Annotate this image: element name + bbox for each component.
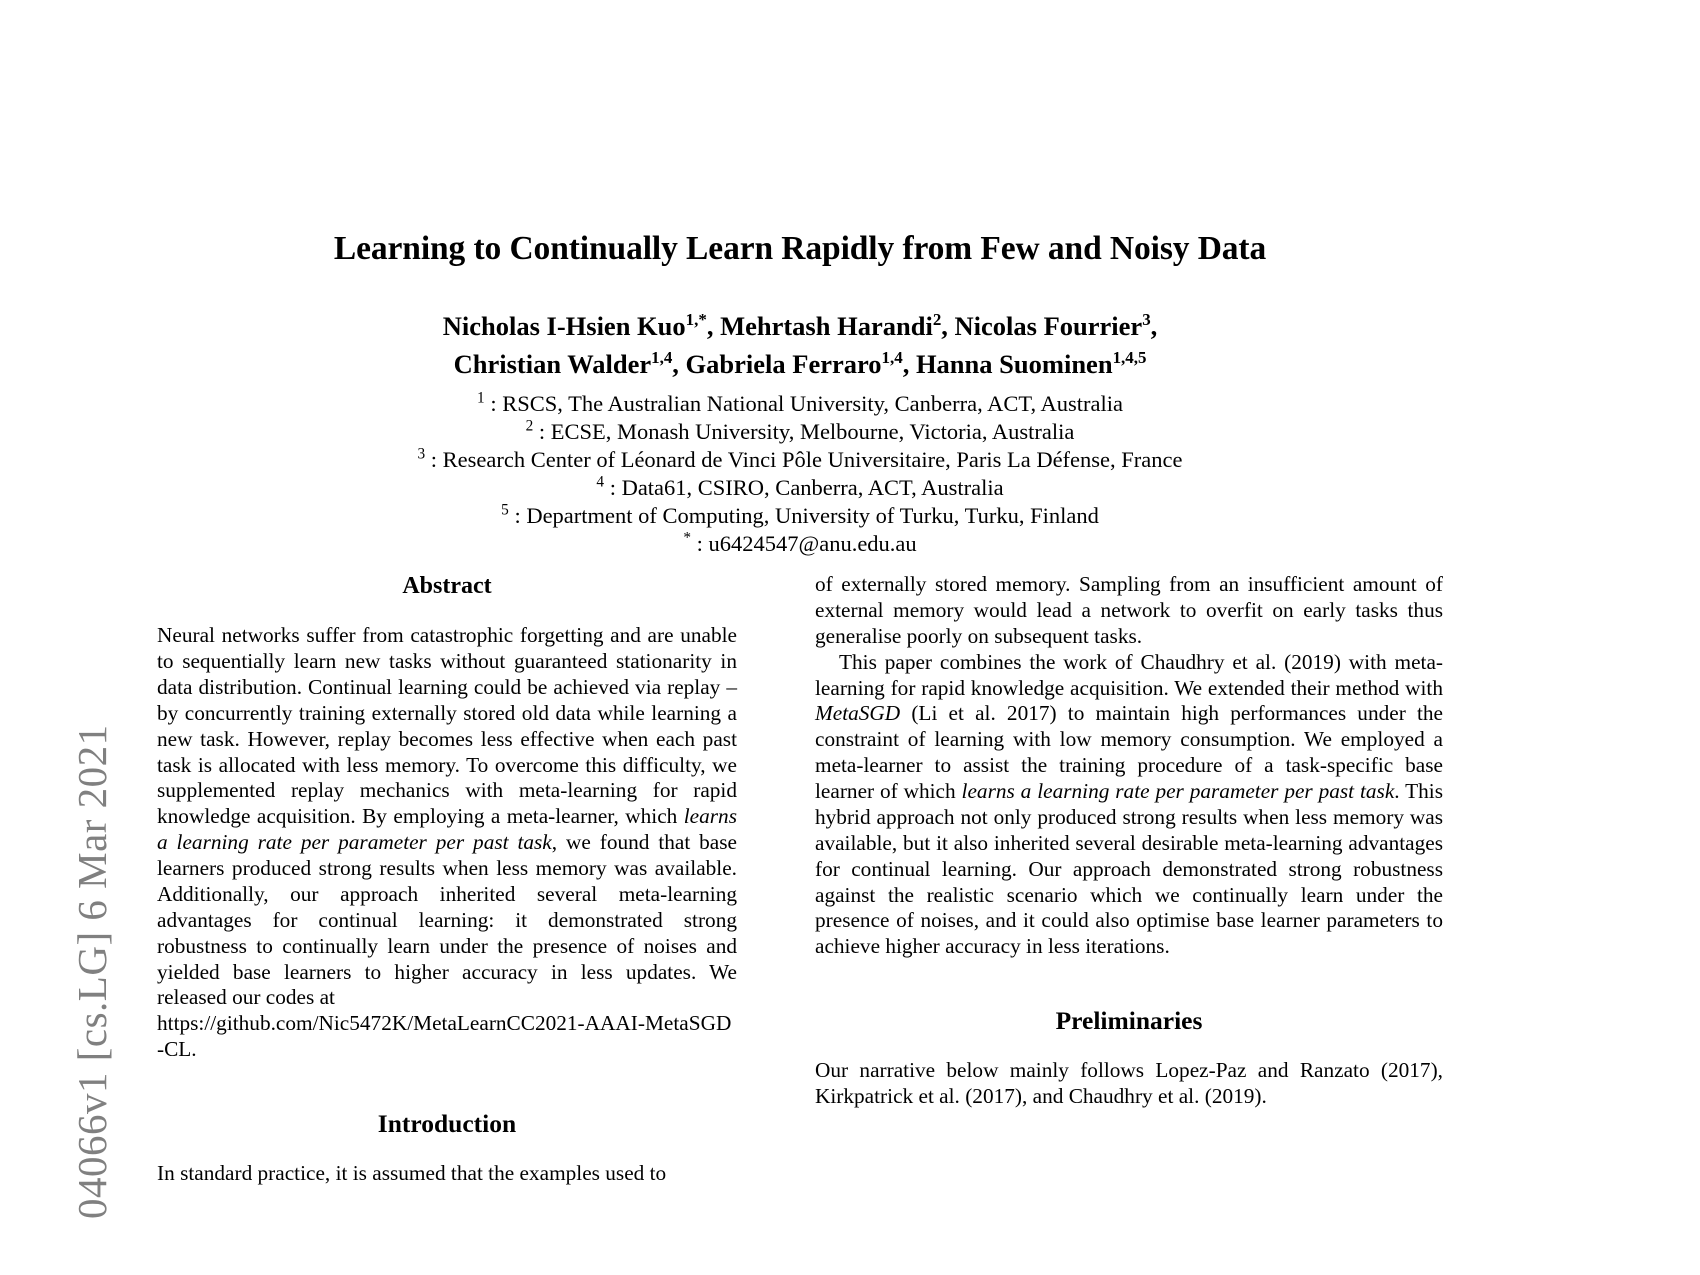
author-affiliation-marker: 1,4,5	[1112, 347, 1147, 367]
section-heading-introduction: Introduction	[377, 1109, 517, 1139]
author-name: , Nicolas Fourrier	[941, 310, 1143, 341]
affiliation-text: : Research Center of Léonard de Vinci Pôle Universitaire, Paris La Défense, France	[430, 447, 1183, 473]
affiliation-list	[150, 390, 1450, 558]
author-affiliation-marker: 3	[1142, 310, 1151, 330]
author-line-2	[150, 346, 1450, 384]
abstract-italic-phrase: learns a learning rate per parameter per past task	[157, 804, 737, 855]
affiliation-text: : Department of Computing, University of Turku, Turku, Finland	[514, 503, 1099, 529]
preliminaries-paragraph: Our narrative below mainly follows Lopez-Paz and Ranzato (2017), Kirkpatrick et al. (2017), and Chaudhry et al. (2019).	[815, 1058, 1443, 1108]
introduction-paragraph: In standard practice, it is assumed that the examples used to	[157, 1161, 667, 1185]
author-name: Christian Walder	[453, 348, 652, 379]
author-line-1	[150, 308, 1450, 346]
affiliation-marker: 2	[525, 417, 534, 435]
right-column	[815, 572, 1443, 1110]
affiliation-text: : u6424547@anu.edu.au	[696, 531, 917, 557]
method-name-italic: MetaSGD	[815, 701, 901, 726]
affiliation-contact-email	[150, 530, 1450, 558]
contribution-italic-phrase: learns a learning rate per parameter per past task	[961, 779, 1395, 803]
affiliation-marker: *	[683, 529, 691, 547]
arxiv-stamp: 04066v1 [cs.LG] 6 Mar 2021	[69, 724, 115, 1219]
contribution-text-part-3: . This hybrid approach not only produced strong results when less memory was available, but it also inherited several desirable meta-learning advantages for continual learning. Our approach demonstrated strong robustness against the realistic scenario which we continually learn under the presence of noises, and it could also optimise base learner parameters to achieve higher accuracy in less iterations.	[815, 779, 1443, 959]
affiliation-marker: 3	[417, 445, 426, 463]
abstract-text-part-2: , we found that base learners produced strong results when less memory was available. Additionally, our approach inherited several meta-learning advantages for continual learning: it demonstrated strong robustness to continually learn under the presence of noises and yielded base learners to higher accuracy in less updates. We released our codes at	[157, 830, 737, 1010]
author-name: , Hanna Suominen	[902, 348, 1113, 379]
abstract-paragraph	[157, 623, 737, 1011]
author-name: Nicholas I-Hsien Kuo	[442, 310, 686, 341]
affiliation-marker: 5	[501, 501, 509, 519]
affiliation-item	[150, 502, 1450, 530]
left-column	[157, 572, 737, 1187]
author-separator: ,	[1150, 310, 1158, 341]
author-name: , Mehrtash Harandi	[706, 310, 933, 341]
author-list	[150, 308, 1450, 383]
page-title: Learning to Continually Learn Rapidly from Few and Noisy Data	[333, 230, 1267, 267]
author-affiliation-marker: 1,4	[651, 347, 673, 367]
affiliation-text: : RSCS, The Australian National University, Canberra, ACT, Australia	[490, 391, 1123, 417]
affiliation-item	[150, 474, 1450, 502]
affiliation-marker: 4	[596, 473, 605, 491]
affiliation-text: : ECSE, Monash University, Melbourne, Victoria, Australia	[538, 419, 1075, 445]
affiliation-text: : Data61, CSIRO, Canberra, ACT, Australia	[609, 475, 1004, 501]
abstract-text-part-1: Neural networks suffer from catastrophic forgetting and are unable to sequentially learn new tasks without guaranteed stationarity in data distribution. Continual learning could be achieved via replay – by concurrently training externally stored old data while learning a new task. However, replay becomes less effective when each past task is allocated with less memory. To overcome this difficulty, we supplemented replay mechanics with meta-learning for rapid knowledge acquisition. By employing a meta-learner, which	[157, 623, 737, 829]
contribution-text-part-1: This paper combines the work of Chaudhry et al. (2019) with meta-learning for rapid knowledge acquisition. We extended their method with	[815, 649, 1443, 700]
author-affiliation-marker: 2	[932, 310, 942, 330]
contribution-paragraph	[815, 650, 1443, 961]
contribution-text-part-2: (Li et al. 2017) to maintain high performances under the constraint of learning with low memory consumption. We employed a meta-learner to assist the training procedure of a task-specific base learner of which	[815, 701, 1443, 803]
author-affiliation-marker: 1,*	[685, 310, 707, 330]
author-name: , Gabriela Ferraro	[672, 348, 882, 379]
continued-paragraph: of externally stored memory. Sampling from an insufficient amount of external memory would lead a network to overfit on early tasks thus generalise poorly on subsequent tasks.	[815, 572, 1443, 648]
abstract-heading: Abstract	[402, 573, 492, 599]
paper-header	[150, 228, 1450, 558]
affiliation-item	[150, 390, 1450, 418]
author-affiliation-marker: 1,4	[881, 347, 903, 367]
affiliation-item	[150, 446, 1450, 474]
affiliation-item	[150, 418, 1450, 446]
abstract-code-url[interactable]: https://github.com/Nic5472K/MetaLearnCC2021‐AAAI‐MetaSGD-CL.	[157, 1011, 732, 1062]
section-heading-preliminaries: Preliminaries	[1055, 1006, 1203, 1036]
affiliation-marker: 1	[477, 389, 485, 407]
